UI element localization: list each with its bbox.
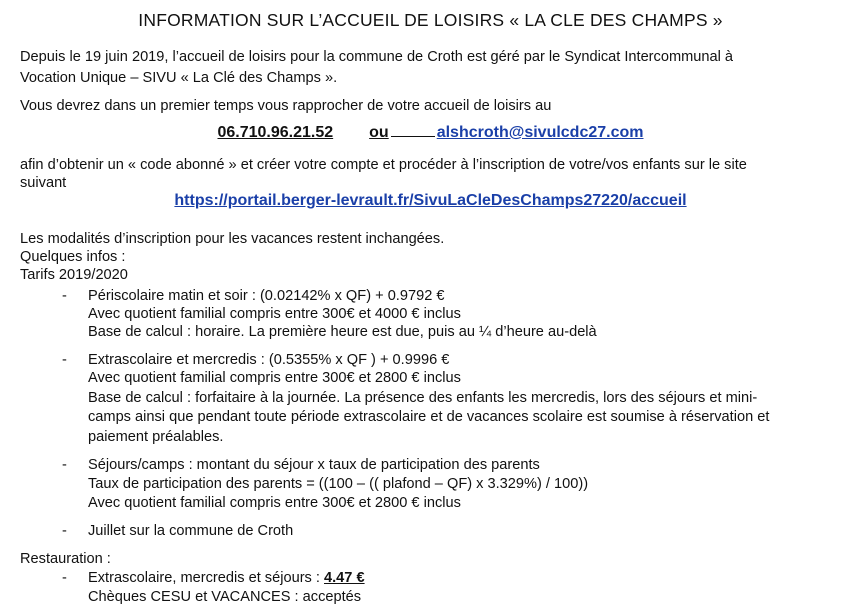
- tarif-1-line-3: Base de calcul : horaire. La première heure est due, puis au ¼ d’heure au-delà: [88, 324, 597, 340]
- list-bullet: -: [62, 523, 67, 539]
- tarif-2-line-2: Avec quotient familial compris entre 300€ et 2800 € inclus: [88, 370, 461, 386]
- intro-line-2: Vocation Unique – SIVU « La Clé des Champs ».: [20, 70, 338, 86]
- list-bullet: -: [62, 457, 67, 473]
- restauration-heading: Restauration :: [20, 551, 111, 567]
- portal-url-row: [0, 192, 861, 210]
- restauration-price: 4.47 €: [324, 570, 365, 586]
- list-bullet: -: [62, 570, 67, 586]
- email-link[interactable]: alshcroth@sivulcdc27.com: [436, 124, 644, 141]
- contact-line: [0, 124, 861, 142]
- general-line-1: Les modalités d’inscription pour les vacances restent inchangées.: [20, 231, 445, 247]
- contact-or: ou: [369, 124, 389, 141]
- tarif-2-line-4: camps ainsi que pendant toute période extrascolaire et de vacances scolaire est soumise à réservation et: [88, 409, 770, 425]
- tarif-4-line-1: Juillet sur la commune de Croth: [88, 523, 294, 539]
- account-line-2: suivant: [20, 175, 67, 191]
- general-line-2: Quelques infos :: [20, 249, 126, 265]
- list-bullet: -: [62, 352, 67, 368]
- portal-url-link[interactable]: https://portail.berger-levrault.fr/SivuLaCleDesChamps27220/accueil: [174, 192, 687, 209]
- page-title: INFORMATION SUR L’ACCUEIL DE LOISIRS « LA CLE DES CHAMPS »: [138, 10, 723, 30]
- list-bullet: -: [62, 288, 67, 304]
- intro-line-3: Vous devrez dans un premier temps vous rapprocher de votre accueil de loisirs au: [20, 98, 552, 114]
- restauration-line-2: Chèques CESU et VACANCES : acceptés: [88, 589, 362, 605]
- tarif-2-line-3: Base de calcul : forfaitaire à la journée. La présence des enfants les mercredis, lors des séjours et mini-: [88, 390, 758, 406]
- tarif-2-line-5: paiement préalables.: [88, 429, 224, 445]
- tarif-3-line-3: Avec quotient familial compris entre 300€ et 2800 € inclus: [88, 495, 461, 511]
- tarif-1-line-2: Avec quotient familial compris entre 300€ et 4000 € inclus: [88, 306, 461, 322]
- tarif-1-line-1: Périscolaire matin et soir : (0.02142% x QF) + 0.9792 €: [88, 288, 445, 304]
- restauration-line-1: [88, 569, 365, 587]
- general-line-3: Tarifs 2019/2020: [20, 267, 128, 283]
- tarif-3-line-2: Taux de participation des parents = ((100 – (( plafond – QF) x 3.329%) / 100)): [88, 476, 589, 492]
- restauration-label: Extrascolaire, mercredis et séjours :: [88, 570, 325, 586]
- phone-number: 06.710.96.21.52: [217, 124, 334, 141]
- tarif-2-line-1: Extrascolaire et mercredis : (0.5355% x QF ) + 0.9996 €: [88, 352, 450, 368]
- account-line-1: afin d’obtenir un « code abonné » et créer votre compte et procéder à l’inscription de votre/vos enfants sur le site: [20, 157, 747, 173]
- tarif-3-line-1: Séjours/camps : montant du séjour x taux de participation des parents: [88, 457, 540, 473]
- intro-line-1: Depuis le 19 juin 2019, l’accueil de loisirs pour la commune de Croth est géré par le Syndicat Intercommunal à: [20, 49, 734, 65]
